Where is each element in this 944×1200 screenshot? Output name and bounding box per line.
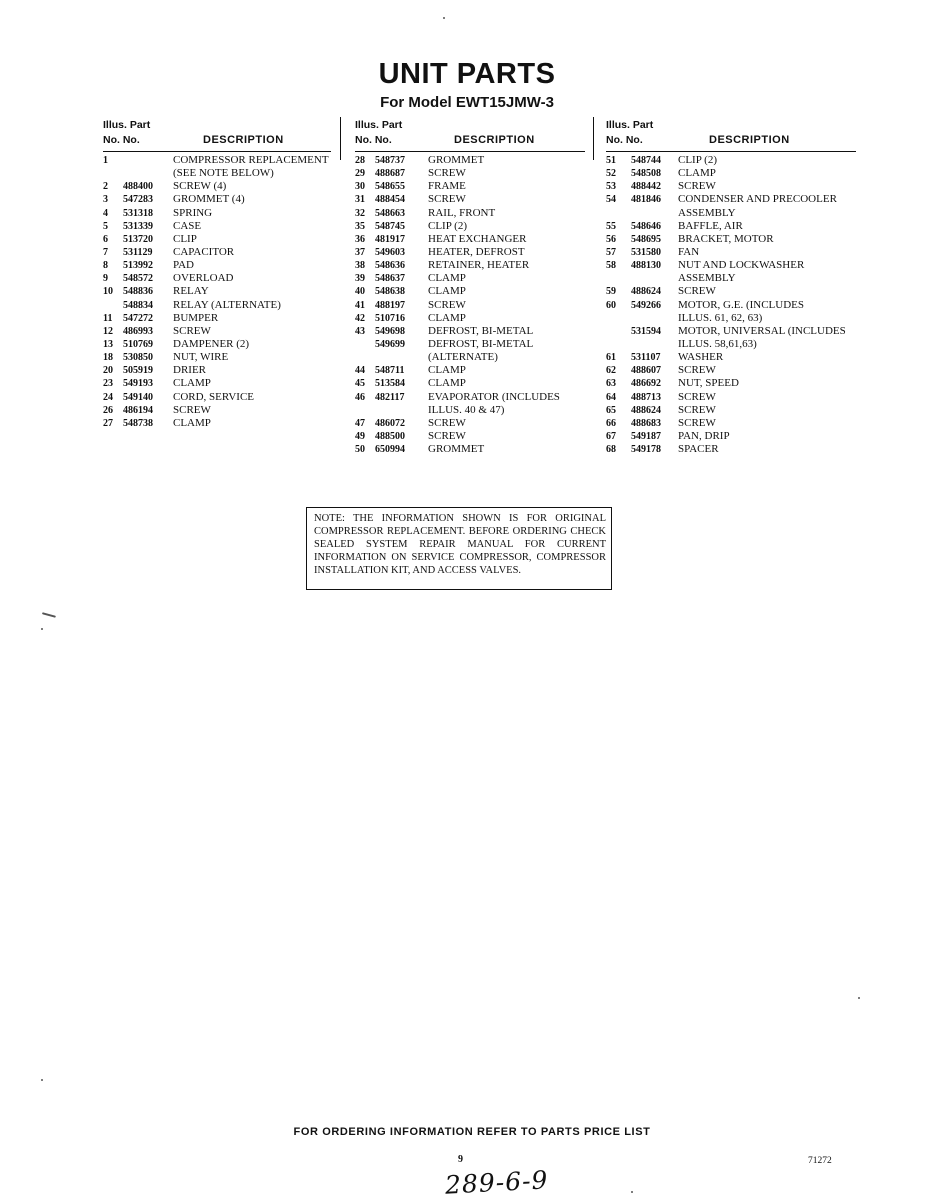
part-number: 547283 [123, 194, 153, 206]
part-number: 530850 [123, 352, 153, 364]
illus-number: 50 [355, 444, 365, 456]
illus-number: 2 [103, 181, 108, 193]
illus-number: 39 [355, 273, 365, 285]
scan-speck [443, 17, 445, 19]
part-number: 510769 [123, 338, 153, 350]
part-number: 481846 [631, 194, 661, 206]
illus-number: 41 [355, 299, 365, 311]
part-number: 549187 [631, 430, 661, 442]
no-no-header: No. No. [355, 134, 392, 146]
part-number: 531594 [631, 325, 661, 337]
part-description: CORD, SERVICE [173, 390, 255, 403]
part-number: 549178 [631, 444, 661, 456]
part-number: 650994 [375, 444, 405, 456]
parts-column-2 [355, 117, 587, 456]
part-description: NUT, WIRE [173, 351, 229, 364]
part-number: 513720 [123, 233, 153, 245]
illus-number: 54 [606, 194, 616, 206]
part-number: 482117 [375, 391, 405, 403]
handwritten-annotation: 289-6-9 [444, 1165, 550, 1200]
part-number: 548636 [375, 260, 405, 272]
part-description: RELAY [173, 285, 209, 298]
part-description: PAN, DRIP [678, 429, 730, 442]
description-header: DESCRIPTION [203, 134, 284, 146]
part-description: CLAMP [428, 377, 466, 390]
no-no-header: No. No. [103, 134, 140, 146]
part-description: SCREW [428, 298, 466, 311]
part-description: BUMPER [173, 311, 219, 324]
illus-number: 30 [355, 181, 365, 193]
illus-number: 13 [103, 338, 113, 350]
part-description: SCREW [428, 416, 466, 429]
part-number: 488442 [631, 181, 661, 193]
part-description: CAPACITOR [173, 245, 235, 258]
part-description: SCREW [173, 324, 211, 337]
description-header: DESCRIPTION [709, 134, 790, 146]
illus-number: 31 [355, 194, 365, 206]
part-description: SCREW (4) [173, 180, 227, 193]
part-number: 548836 [123, 286, 153, 298]
scan-speck [631, 1191, 633, 1193]
illus-number: 23 [103, 378, 113, 390]
header-rule [606, 151, 856, 152]
part-description: GROMMET [428, 154, 485, 166]
part-description: HEATER, DEFROST [428, 245, 525, 258]
part-number: 513992 [123, 260, 153, 272]
illus-number: 5 [103, 220, 108, 232]
part-description: CLAMP [428, 364, 466, 377]
part-description: FAN [678, 245, 700, 258]
part-number: 486692 [631, 378, 661, 390]
illus-number: 28 [355, 155, 365, 166]
part-number: 549699 [375, 338, 405, 350]
part-description: FRAME [428, 180, 466, 193]
part-number: 548637 [375, 273, 405, 285]
illus-number: 49 [355, 430, 365, 442]
illus-number: 32 [355, 207, 365, 219]
part-description: BRACKET, MOTOR [678, 232, 774, 245]
part-number: 486072 [375, 417, 405, 429]
illus-number: 65 [606, 404, 616, 416]
part-number: 549193 [123, 378, 153, 390]
part-number: 531129 [123, 246, 153, 258]
illus-number: 59 [606, 286, 616, 298]
part-description: DEFROST, BI-METAL [428, 337, 534, 350]
part-description: WASHER [678, 351, 724, 364]
illus-number: 36 [355, 233, 365, 245]
document-number: 71272 [808, 1156, 832, 1166]
part-number: 505919 [123, 365, 153, 377]
part-number: 548655 [375, 181, 405, 193]
illus-number: 45 [355, 378, 365, 390]
part-number: 548638 [375, 286, 405, 298]
page-number: 9 [458, 1154, 463, 1165]
part-description: (SEE NOTE BELOW) [173, 167, 274, 180]
part-description: SCREW [678, 180, 716, 193]
part-description: HEAT EXCHANGER [428, 232, 527, 245]
part-description: GROMMET [428, 443, 485, 456]
part-number: 548744 [631, 155, 661, 166]
illus-number: 11 [103, 312, 113, 324]
scan-speck [858, 997, 860, 999]
illus-number: 27 [103, 417, 113, 429]
part-description: PAD [173, 259, 194, 272]
part-description: CONDENSER AND PRECOOLER [678, 193, 837, 206]
part-number: 548663 [375, 207, 405, 219]
part-description: DEFROST, BI-METAL [428, 324, 534, 337]
illus-number: 67 [606, 430, 616, 442]
part-description: BAFFLE, AIR [678, 219, 743, 232]
illus-part-header: Illus. Part [606, 119, 654, 131]
illus-number: 35 [355, 220, 365, 232]
illus-number: 24 [103, 391, 113, 403]
header-rule [355, 151, 585, 152]
part-description: ILLUS. 58,61,63) [678, 337, 757, 350]
part-number: 531339 [123, 220, 153, 232]
part-description: COMPRESSOR REPLACEMENT [173, 154, 329, 166]
part-description: CLAMP [428, 272, 466, 285]
part-description: CLAMP [173, 377, 211, 390]
illus-number: 53 [606, 181, 616, 193]
illus-number: 38 [355, 260, 365, 272]
illus-number: 9 [103, 273, 108, 285]
part-number: 531580 [631, 246, 661, 258]
part-number: 486993 [123, 325, 153, 337]
part-description: DAMPENER (2) [173, 337, 250, 350]
part-number: 488624 [631, 286, 661, 298]
illus-number: 66 [606, 417, 616, 429]
illus-number: 58 [606, 260, 616, 272]
part-description: NUT AND LOCKWASHER [678, 259, 805, 272]
part-description: CLAMP [428, 311, 466, 324]
column-divider [340, 117, 341, 160]
part-description: SCREW [678, 285, 716, 298]
part-number: 488607 [631, 365, 661, 377]
illus-number: 52 [606, 168, 616, 180]
illus-number: 44 [355, 365, 365, 377]
illus-number: 64 [606, 391, 616, 403]
illus-number: 56 [606, 233, 616, 245]
part-number: 486194 [123, 404, 153, 416]
part-number: 549603 [375, 246, 405, 258]
illus-number: 42 [355, 312, 365, 324]
part-number: 488197 [375, 299, 405, 311]
page-title: UNIT PARTS [378, 58, 556, 90]
illus-number: 3 [103, 194, 108, 206]
part-description: SCREW [678, 390, 716, 403]
illus-number: 62 [606, 365, 616, 377]
illus-number: 43 [355, 325, 365, 337]
illus-number: 57 [606, 246, 616, 258]
part-number: 488130 [631, 260, 661, 272]
part-description: (ALTERNATE) [428, 351, 498, 364]
part-description: RETAINER, HEATER [428, 259, 530, 272]
parts-column-3 [606, 117, 862, 456]
illus-number: 37 [355, 246, 365, 258]
part-number: 488683 [631, 417, 661, 429]
part-description: CLAMP [678, 167, 716, 180]
part-description: OVERLOAD [173, 272, 234, 285]
part-description: SCREW [678, 364, 716, 377]
illus-number: 12 [103, 325, 113, 337]
part-description: CLAMP [173, 416, 211, 429]
no-no-header: No. No. [606, 134, 643, 146]
part-description: ILLUS. 61, 62, 63) [678, 311, 763, 324]
part-description: MOTOR, UNIVERSAL (INCLUDES [678, 324, 846, 337]
illus-number: 63 [606, 378, 616, 390]
part-number: 548572 [123, 273, 153, 285]
part-description: CLIP (2) [678, 154, 718, 166]
part-number: 488713 [631, 391, 661, 403]
part-number: 513584 [375, 378, 405, 390]
ordering-footer: FOR ORDERING INFORMATION REFER TO PARTS PRICE LIST [293, 1126, 651, 1138]
part-number: 548737 [375, 155, 405, 166]
illus-number: 51 [606, 155, 616, 166]
part-description: ASSEMBLY [678, 206, 736, 219]
model-subtitle: For Model EWT15JMW-3 [380, 94, 554, 111]
part-description: DRIER [173, 364, 206, 377]
illus-number: 47 [355, 417, 365, 429]
part-description: ILLUS. 40 & 47) [428, 403, 505, 416]
part-number: 549140 [123, 391, 153, 403]
part-number: 488687 [375, 168, 405, 180]
part-number: 488500 [375, 430, 405, 442]
part-description: GROMMET (4) [173, 193, 245, 206]
part-description: SCREW [428, 167, 466, 180]
illus-number: 29 [355, 168, 365, 180]
part-description: CLIP (2) [428, 219, 468, 232]
illus-number: 20 [103, 365, 113, 377]
illus-number: 6 [103, 233, 108, 245]
column-header [606, 117, 862, 153]
part-number: 531318 [123, 207, 153, 219]
illus-number: 18 [103, 352, 113, 364]
part-description: SPRING [173, 206, 213, 219]
part-number: 488624 [631, 404, 661, 416]
part-description: RAIL, FRONT [428, 206, 496, 219]
part-number: 547272 [123, 312, 153, 324]
scan-speck [41, 1079, 43, 1081]
part-number: 548646 [631, 220, 661, 232]
part-number: 548738 [123, 417, 153, 429]
part-number: 548508 [631, 168, 661, 180]
scan-speck [41, 628, 43, 630]
column-divider [593, 117, 594, 160]
part-number: 548695 [631, 233, 661, 245]
part-description: SCREW [428, 193, 466, 206]
part-number: 531107 [631, 352, 661, 364]
part-description: MOTOR, G.E. (INCLUDES [678, 298, 804, 311]
part-number: 488454 [375, 194, 405, 206]
illus-number: 60 [606, 299, 616, 311]
illus-number: 61 [606, 352, 616, 364]
part-description: SPACER [678, 443, 719, 456]
part-number: 548834 [123, 299, 153, 311]
illus-part-header: Illus. Part [103, 119, 151, 131]
scan-speck [42, 612, 56, 617]
part-number: 548711 [375, 365, 405, 377]
part-description: SCREW [678, 403, 716, 416]
illus-number: 68 [606, 444, 616, 456]
illus-number: 46 [355, 391, 365, 403]
compressor-note: NOTE: THE INFORMATION SHOWN IS FOR ORIGINAL COMPRESSOR REPLACEMENT. BEFORE ORDERING CHECK SEALED SYSTEM REPAIR MANUAL FOR CURRENT INFORMATION ON SERVICE COMPRESSOR, COMPRESSOR INSTALLATION KIT, AND ACCESS VALVES. [306, 507, 612, 590]
illus-number: 7 [103, 246, 108, 258]
description-header: DESCRIPTION [454, 134, 535, 146]
part-description: CLAMP [428, 285, 466, 298]
part-description: CLIP [173, 232, 197, 245]
column-header [103, 117, 335, 153]
illus-number: 1 [103, 155, 108, 166]
illus-number: 8 [103, 260, 108, 272]
illus-number: 10 [103, 286, 113, 298]
part-number: 510716 [375, 312, 405, 324]
part-number: 549266 [631, 299, 661, 311]
part-description: NUT, SPEED [678, 377, 739, 390]
part-description: SCREW [678, 416, 716, 429]
illus-number: 55 [606, 220, 616, 232]
header-rule [103, 151, 331, 152]
part-number: 481917 [375, 233, 405, 245]
part-number: 549698 [375, 325, 405, 337]
part-description: CASE [173, 219, 202, 232]
illus-part-header: Illus. Part [355, 119, 403, 131]
part-number: 488400 [123, 181, 153, 193]
illus-number: 26 [103, 404, 113, 416]
part-number: 548745 [375, 220, 405, 232]
illus-number: 4 [103, 207, 108, 219]
column-header [355, 117, 587, 153]
illus-number: 40 [355, 286, 365, 298]
part-description: EVAPORATOR (INCLUDES [428, 390, 560, 403]
part-description: RELAY (ALTERNATE) [173, 298, 281, 311]
part-description: ASSEMBLY [678, 272, 736, 285]
part-description: SCREW [428, 429, 466, 442]
parts-column-1 [103, 117, 335, 429]
part-description: SCREW [173, 403, 211, 416]
